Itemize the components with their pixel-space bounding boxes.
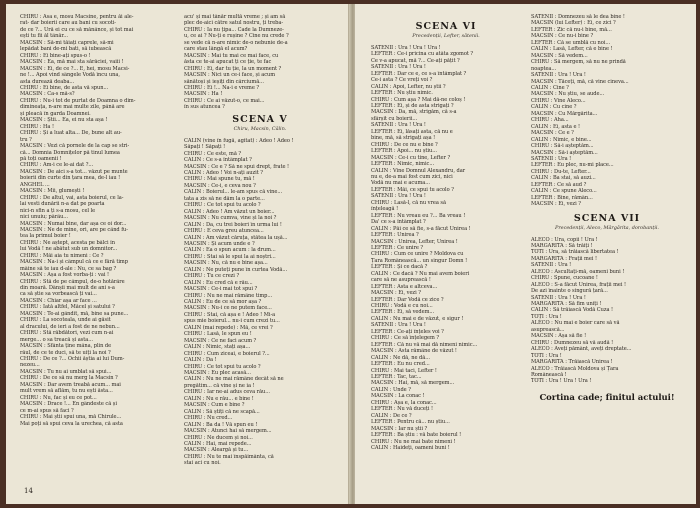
text-line: CĂLIN : Hai, mai repede...: [184, 441, 252, 447]
text-line: Ce v-a apucat, mă ?... Ce-ați pățit ?: [371, 57, 460, 64]
text-line: MACSIN : Nu cumva, vine și la noi ?: [184, 215, 277, 222]
text-line: SĂTENII : Domnezeu să le dea bine !: [531, 14, 625, 20]
text-line: MACSIN : Tu nu ai umblat să spui...: [20, 368, 112, 375]
text-line: LEFTER : Pentru că... nu știu...: [371, 419, 450, 426]
text-line: LEFTER : Nu vă duceți !: [371, 406, 434, 413]
text-line: CĂLIN : Cu cine ?: [531, 104, 577, 111]
text-line: SĂTENII : Ura ! Ura !: [371, 193, 426, 200]
text-line: SĂTENII : Ura !: [531, 155, 572, 162]
text-line: nezeu...: [20, 362, 40, 369]
text-line: lepădat bani de-mi bati, să iubească: [20, 46, 112, 53]
text-line: pă toți oamenii !: [20, 155, 62, 162]
text-line: CHIRU : De altul, vai, asta boierul, ce la-: [20, 194, 124, 201]
text-line: CĂLIN : Ba stai, să auzi...: [531, 175, 596, 182]
left-column-2-top: [184, 14, 336, 111]
text-line: stai aci cu noi.: [184, 460, 221, 467]
text-line: CHIRU : Nu te mai înspăimânta, că: [184, 453, 274, 460]
text-line: Săpați ! Săpați !: [184, 144, 226, 151]
text-line: rat- dar boierii care au bani cu socoti-: [20, 20, 116, 27]
text-line: MACSIN : Tăceți, mă, că vine cineva...: [531, 78, 629, 85]
text-line: dimineața, n-are mai multe zile, până are: [20, 104, 125, 111]
text-line: Mai poți să spui ceva la urechea, că asta: [20, 420, 123, 427]
text-line: CHIRU : Vodă e cu noi...: [371, 303, 433, 310]
text-line: CHIRU : Mai taci, Lefter !: [371, 367, 437, 374]
text-line: CĂLIN : Unde ?: [371, 386, 411, 393]
text-line: CHIRU : Ce este, mă ?: [184, 150, 242, 157]
text-line: CHIRU : Ia nu țipa... Cade la Dumneze-: [184, 26, 284, 33]
text-line: MACSIN : Mii, glumești !: [20, 188, 85, 195]
text-line: CHIRU : Ce să înțelegem ?: [371, 335, 440, 342]
text-line: MACSIN : Nu, că nu e bine așa...: [184, 260, 268, 267]
text-line: CĂLIN : Adeo ! Am văzut un boier...: [184, 208, 275, 215]
text-line: MACSIN : Ce e ?: [531, 130, 574, 137]
text-line: LEFTER : Nimic, nimic...: [371, 161, 435, 168]
text-line: boierii din curte din țara mea, de-l iau !: [20, 175, 121, 182]
text-line: acu' și mai tânăr multă vreme ; și am să: [184, 14, 286, 20]
text-line: MACSIN : Să-i așteptăm...: [531, 149, 598, 156]
text-line: ALECO : Aveți pământ, aveți dreptate...: [531, 346, 632, 353]
text-line: CHIRU : Ei !... Na-i e vreme ?: [184, 84, 260, 91]
text-line: CĂLIN : Da !: [184, 357, 217, 364]
page-number: 14: [24, 487, 33, 495]
text-line: LEFTER : Ei, lăsați asta, că nu e: [371, 128, 453, 135]
text-line: CHIRU : Ne aștept, acesta pe bâlci în: [20, 239, 115, 246]
text-line: nici unuiu; pârâu...: [20, 214, 69, 221]
text-line: lui Vodă ! ne abătut sub un domnitor...: [20, 246, 118, 253]
text-line: tru ?: [20, 136, 32, 143]
text-line: CĂLIN (mai repede) : Mă, ce vrei ?: [184, 324, 273, 331]
scene-6-title: SCENA VI: [415, 21, 477, 32]
text-line: MACSIN : Hai, mă, să mergem...: [371, 380, 455, 387]
text-line: MACSIN : Cu Mărgărita...: [531, 110, 598, 117]
text-line: CĂLIN : Nimic, stați așa...: [184, 344, 251, 351]
text-line: CHIRU : De ce să nu merg la Macsin ?: [20, 375, 118, 382]
text-line: CĂLIN : Boierul... le-am spus că vine...: [184, 189, 283, 196]
scene-7-text: [531, 237, 683, 385]
text-line: CĂLIN : Păi ce să fie, s-a făcut Unirea !: [371, 225, 471, 232]
text-line: LEFTER : Unirea ?: [371, 232, 419, 239]
text-line: CĂLIN : Cine ?: [531, 84, 569, 91]
text-line: CĂLIN : Eu cred că e rău...: [184, 279, 253, 286]
text-line: MACSIN : Ne de mine, ori, are pe când fu-: [20, 226, 128, 233]
text-line: TOTI : Ura ! Ura ! Ura !: [531, 378, 592, 385]
text-line: nu e, de-a mai fost cum zici, nici: [371, 173, 453, 180]
text-line: MACSIN : Știi... Ea, ei nu sta așa !: [20, 117, 108, 124]
text-line: asta durează deaba...: [20, 78, 75, 85]
text-line: asuprească...: [531, 326, 565, 333]
text-line: spus mie boierul... nu-i cum crezi tu...: [184, 318, 280, 325]
text-line: CHIRU : E ceva greu atuncea...: [184, 228, 264, 235]
text-line: MĂRGĂRITA : Să fim uniți !: [531, 301, 602, 308]
right-column-1: [371, 18, 521, 482]
text-line: CĂLIN : Să știți că ne scapă...: [184, 408, 260, 415]
text-line: CHIRU : Cum așa ? Mai dă-ne coloș !: [371, 96, 466, 103]
text-line: MACSIN : Da, mă, strigăm, că s-a: [371, 109, 457, 116]
text-line: plec de-aici către satul nostru, ți treba-: [184, 20, 284, 27]
text-line: LEFTER : Că se umblă cu noi...: [531, 39, 611, 46]
text-line: CHIRU : Ei, dar tu ție, la un moment ?: [184, 65, 282, 72]
text-line: CHIRU : Tu ce crezi ?: [184, 273, 240, 280]
left-page: [6, 4, 352, 504]
left-column-1: [20, 14, 172, 482]
text-line: CHIRU : Nu ne mai bate nimeni !: [371, 438, 456, 445]
text-line: MACSIN : Iar nu știi ?: [371, 425, 428, 432]
text-line: MACSIN : Ce nu-i bine ?: [531, 33, 594, 40]
text-line: LEFTER : Nu vreau eu ?... Ba vreau !: [371, 212, 466, 219]
text-line: LEFTER : Dar ce e, ce s-a întâmplat ?: [371, 70, 467, 77]
text-line: LEFTER : Asta e altceva...: [371, 283, 438, 290]
text-line: LEFTER : Eu plec, nu-mi place...: [531, 162, 614, 169]
text-line: MACSIN : Asta rămâne de văzut !: [371, 348, 457, 355]
text-line: CHIRU : Spune, cucoane !: [531, 275, 598, 282]
text-line: înțeleagă !: [371, 206, 399, 213]
right-column-2-top: [531, 14, 683, 208]
text-line: LEFTER : Ei, și de asta strigați ?: [371, 102, 454, 109]
text-line: MACSIN : Nu-i ce ne putem face...: [184, 305, 272, 312]
text-line: Țara Românească... un singur Domn !: [371, 257, 468, 264]
text-line: CHIRU : Măi aia tu nimeni : Ce ?: [20, 252, 104, 259]
text-line: care să ne asuprească !: [371, 277, 431, 284]
text-line: CHIRU : La socoteala, unde ai găsit: [20, 317, 111, 324]
text-line: ce m-ai spus să faci ?: [20, 407, 74, 414]
text-line: CHIRU : Vine Aleco...: [531, 97, 586, 104]
left-column-2-bottom: [184, 138, 336, 467]
book-spread: [6, 4, 696, 504]
text-line: care stau lângă el acum?: [184, 46, 248, 53]
text-line: CĂLIN : Adeo ! Voi n-ați auzit ?: [184, 169, 263, 176]
text-line: LEFTER : Ce să aud ?: [531, 181, 587, 188]
text-line: CHIRU : Așa e, la conac...: [371, 399, 437, 406]
text-line: LEFTER : Ba știu : vă bate boierul !: [371, 432, 462, 439]
text-line: CĂLIN : Da, cu trei boieri în urma lui !: [184, 221, 282, 228]
text-line: CHIRU : Nu-i tot de purtat de Doamna o dim-: [20, 97, 136, 104]
text-line: CHIRU : Lasă-l, că nu vrea să: [371, 199, 446, 206]
text-line: noaptea...: [531, 65, 557, 72]
text-line: Ce-i asta ? Ce vreți voi ?: [371, 77, 433, 84]
text-line: MACSIN : Nu știu, se aude...: [531, 91, 605, 98]
text-line: MACSIN : Dar avem treabă acum... mai: [20, 381, 121, 388]
text-line: MACSIN : Ce ne faci acum ?: [184, 337, 257, 344]
text-line: LEFTER : Că nu vă mai dă nimeni nimic...: [371, 341, 478, 348]
text-line: CHIRU : Cum ziceai, e boierul ?...: [184, 350, 270, 357]
text-line: CĂLIN : Haideți, oameni buni !: [371, 445, 450, 451]
text-line: CHIRU : De ce ?... Ochii ăștia ai lui Dum-: [20, 356, 125, 363]
text-line: CHIRU : Stai, că așa e ! Adeo ! Mi-a: [184, 311, 276, 318]
text-line: CHIRU : Ce tot spui tu acolo ?: [184, 363, 261, 370]
text-line: MACSIN : Ce-i mai tot spui ?: [184, 286, 258, 293]
text-line: de ce ?... Ură ei cu ce să mănânce, și tot mai: [20, 26, 134, 33]
left-column-2: [184, 14, 336, 482]
text-line: CHIRU : Nu ne mai rămâne timp...: [184, 292, 273, 299]
text-line: în sus atuncea ?: [184, 104, 225, 111]
curtain-line: Cortina cade; finitul actului!: [539, 392, 675, 403]
text-line: LEFTER : Măi, ce spui tu acolo ?: [371, 186, 454, 193]
right-column-2: [531, 14, 683, 482]
text-line: CĂLIN : Nimic, e bine...: [531, 136, 592, 143]
text-line: ALECO : Ura, copii ! Ura !: [531, 236, 598, 243]
text-line: CĂLIN : Ne puteți pune în curtea Vodă...: [184, 266, 288, 273]
text-line: TOTI : Ura !: [531, 352, 562, 359]
text-line: MĂRGĂRITA : Frații mei !: [531, 255, 597, 262]
text-line: MACSIN : Și acum unde e ?: [184, 240, 255, 247]
text-line: CĂLIN : Să trăiască Vodă Cuza !: [531, 307, 614, 314]
text-line: LEFTER : Zic că nu-i bine, mă...: [531, 26, 612, 33]
text-line: MACSIN : Ha !: [184, 91, 223, 98]
text-line: LEFTER : Ce unire ?: [371, 244, 424, 251]
text-line: MĂRGĂRITA : Trăiască Unirea !: [531, 359, 613, 366]
text-line: MACSIN : Na-i și câmpul că ce e fără timp: [20, 259, 128, 266]
text-line: MACSIN : Drace !... En gândeste că și: [20, 401, 117, 408]
text-line: CHIRU : Stă răbdători, vezi cum n-ai: [20, 330, 114, 337]
text-line: CHIRU : Stă de pe câmpul, de-o hotărâre: [20, 278, 125, 285]
text-line: LEFTER : Eu nu cred...: [371, 361, 430, 368]
text-line: sfârșit cu boierii...: [371, 115, 418, 122]
text-line: MACSIN : Să vedem...: [531, 52, 588, 59]
scene-5-subtitle: Chiru, Macsin, Călin.: [233, 126, 287, 133]
text-line: MACSIN : Sfânta ține mâna, plin de: [20, 343, 112, 350]
text-line: CHIRU : Mai spune tu, mă !: [184, 176, 255, 183]
text-line: CĂLIN : Ce spune Aleco...: [531, 188, 597, 195]
text-line: MACSIN (lui Lefter) : Ei, ce zici ?: [531, 20, 616, 27]
text-line: CĂLIN : Ne dă, ne dă...: [371, 354, 430, 361]
text-line: CHIRU : Ne ducem și noi...: [184, 434, 253, 441]
text-line: LEFTER : Ce-ați înțeles voi ?: [371, 328, 444, 335]
right-page: [355, 4, 696, 504]
text-line: MACSIN : Nici un ce-i face, și acum: [184, 72, 276, 79]
text-line: LEFTER : Și ce dacă ?: [371, 264, 428, 271]
text-line: SĂTENII : Ura ! Ura !: [371, 322, 426, 329]
text-line: MACSIN : Vezi că pornele de la cap se stri-: [20, 143, 130, 150]
text-line: merge... o sa treacă și asta...: [20, 336, 93, 343]
text-line: SĂTENII : Ura ! Ura ! Ura !: [371, 44, 441, 51]
text-line: din moară. Dânșii mai mult de ani s-a: [20, 285, 115, 292]
text-line: CĂLIN : Nu mai e de văzut, e sigur !: [371, 315, 464, 322]
text-line: bine, mă, să strigați așa !: [371, 135, 436, 142]
scene-7-subtitle: Precedenții, Aleco, Mărgărita, dorobanții.: [555, 225, 659, 232]
text-line: și pleacă în garda Doamnei.: [20, 110, 91, 117]
text-line: ALECO : S-a făcut Unirea, frații mei !: [531, 281, 627, 288]
text-line: SĂTENII : Ura ! Ura !: [531, 294, 586, 301]
text-line: CHIRU : Ei bine-ați spus-o !: [20, 52, 91, 59]
text-line: LEFTER : Apoi... nu știu...: [371, 148, 437, 155]
text-line: CHIRU : Să mergem, să nu ne prindă: [531, 59, 626, 66]
text-line: CĂLIN (vine în fugă, agitat) : Adeo ! Adeo !: [184, 137, 294, 144]
text-line: CHIRU : Ei bine, de asta vă spun...: [20, 84, 109, 91]
text-line: CHIRU : Mai știi spui una, mă Chirule...: [20, 414, 122, 421]
text-line: ești tu fii ăl tânăr...: [20, 33, 68, 40]
text-line: MACSIN : Numai bine, dar așa ce oi dor...: [20, 220, 127, 227]
text-line: MACSIN : Chiar așa ar face ...: [20, 297, 97, 304]
text-line: CHIRU : De ce nu e bine ?: [371, 141, 438, 148]
text-line: TOȚI : Ura !: [531, 313, 562, 320]
text-line: MACSIN : Ca-s mă-s?: [20, 91, 75, 98]
text-line: MACSIN : Să-mi tăiați caprele, să-mi: [20, 39, 114, 46]
text-line: că... Domnia Domnițelor pă tinul lumea: [20, 149, 120, 156]
text-line: MACSIN : Mai tu mai ce mai face, cu: [184, 52, 279, 59]
text-line: CHIRU : Ha !: [20, 123, 54, 130]
text-line: ALECO : Ascultați-mă, oameni buni !: [531, 268, 625, 275]
text-line: LEFTER : Ei, să vedem...: [371, 309, 435, 316]
text-line: mult vrem să aflăm, tu nu ești ăsta...: [20, 388, 113, 395]
text-line: CĂLIN : Ba da ! Vă spun eu !: [184, 421, 258, 428]
text-line: MACSIN : Cum e bine ?: [184, 402, 245, 409]
text-line: u, ce ai ? Nu-ți e rușine ? Cine nu crede ?: [184, 33, 289, 40]
text-line: SĂTENII : Ura ! Ura !: [371, 122, 426, 129]
text-line: MACSIN : Eu plec acasă...: [184, 370, 251, 377]
text-line: LEFTER : Dar Vodă ce zice ?: [371, 296, 444, 303]
text-line: ALECO : Nu mai e boier care să vă: [531, 320, 620, 327]
text-line: LEFTER : Nu știu nimic.: [371, 90, 433, 97]
text-line: MACSIN : La conac !: [371, 393, 425, 400]
text-line: CĂLIN : De ce ?: [371, 412, 412, 419]
text-line: ne !... Apoi vind sângele Vodă încu una,: [20, 72, 120, 79]
scene-7-title: SCENA VII: [573, 212, 641, 224]
text-line: MACSIN : Ei, vezi ?: [531, 201, 581, 208]
text-line: ANGHEL ...: [20, 181, 50, 188]
text-line: CHIRU : Lasă, le spun eu !: [184, 331, 252, 338]
text-line: tata a zis să ne dăm la o parte...: [184, 195, 265, 202]
text-line: Da' ce s-a întâmplat ?: [371, 219, 426, 226]
text-line: CHIRU : Iar ne-ai adus ceva rău...: [184, 389, 270, 396]
text-line: CĂLIN : Apoi, Lefter, nu știi ?: [371, 83, 446, 90]
text-line: CHIRU : Ce ai văzut-o, ce mai...: [184, 97, 265, 104]
text-line: MACSIN : Ei, de ce ?... E, hei, mosu Macsi-: [20, 65, 130, 72]
text-line: nici-n sfin a ți s-a mosu, cel le: [20, 207, 96, 214]
text-line: CĂLIN : Ce s-a întâmplat ?: [184, 157, 252, 164]
text-line: CĂLIN : Ce dacă ? Nu mai avem boieri: [371, 270, 470, 277]
scene-5-title: SCENA V: [232, 113, 288, 125]
scene-6-text: [371, 45, 521, 452]
text-line: Românească !: [531, 372, 567, 379]
text-line: CĂLIN : Nu ne mai rămâne decât să ne: [184, 376, 284, 383]
text-line: CĂLIN : Am văzut căruța, stătea la ușă...: [184, 234, 288, 241]
text-line: MACSIN : De aici s-a tot... văzut pe munte: [20, 168, 128, 175]
text-line: LEFTER : Bine, rămân...: [531, 194, 593, 201]
text-line: CĂLIN : Eu de ce să mor așa ?: [184, 299, 262, 306]
text-line: ALECO : Trăiască Moldova și Țara: [531, 365, 619, 372]
text-line: LEFTER : Tac, tac...: [371, 374, 422, 381]
text-line: CĂLIN : Vine Domnul Alexandru, dar: [371, 167, 466, 174]
text-line: lai vesti dunării n-a dat pe poarta: [20, 201, 105, 208]
text-line: SĂTENII : Ura !: [531, 262, 572, 269]
text-line: SĂTENII : Ura ! Ura !: [531, 72, 586, 79]
text-line: MACSIN : Te-ai gândit, mă, bine sa pune...: [20, 310, 129, 317]
text-line: CHIRU : Ce tot spui tu acolo ?: [184, 202, 261, 209]
text-line: CHIRU : Am-i ce le-ai dat ?...: [20, 162, 94, 169]
text-line: MACSIN : Ce-i, e ceva nou ?: [184, 182, 256, 189]
text-line: TOTI : Ura, să trăiască libertatea !: [531, 249, 619, 256]
text-line: MĂRGĂRITA : Să trăiți !: [531, 242, 593, 249]
text-line: CHIRU : Asa e, mosu Macsine, pentru ăi ale-: [20, 14, 134, 20]
text-line: Vodă nu mai e acuma...: [371, 180, 430, 187]
text-line: MACSIN : Ea, mă mai sta sărăciei, vaiii !: [20, 59, 124, 66]
text-line: CHIRU : Nu cred...: [184, 415, 233, 422]
text-line: MACSIN : Ce e ? Să ne spui drept, frate !: [184, 163, 289, 170]
text-line: ăsta ce te-ai apucat ți ce ție, te fac: [184, 59, 272, 66]
text-line: CĂLIN : Nu e rău... e bine !: [184, 395, 254, 402]
text-line: sănătoși și ieșiți din cârciumă...: [184, 78, 264, 85]
text-line: CHIRU : Aha...: [531, 117, 569, 124]
text-line: MACSIN : Așa să fie !: [531, 333, 587, 340]
text-line: CHIRU : Du-te, Lefter...: [531, 168, 591, 175]
text-line: CHIRU : Dumnezeu să vă audă !: [531, 339, 614, 346]
text-line: MACSIN : Așa a fost vorba-ți : vai !: [20, 272, 109, 279]
text-line: LEFTER : Ce-i pricina cu atâta zgomot ?: [371, 51, 474, 58]
text-line: CĂLIN : Ea o spun acum : la drum...: [184, 247, 276, 254]
text-line: CĂLIN : Ei, asta e !: [531, 123, 581, 130]
text-line: MACSIN : Atunci hai să mergem...: [184, 428, 272, 435]
text-line: CHIRU : Nu, fac și eu ce pot...: [20, 394, 97, 401]
scene-6-subtitle: Precedenții, Lefter, sătenii.: [412, 33, 480, 40]
text-line: CHIRU : Iată altfel, Măcel și satului ?: [20, 304, 115, 311]
text-line: ca să știe sa vorbească ți vai...: [20, 291, 97, 298]
text-line: MACSIN : Unirea, Lefter, Unirea !: [371, 238, 458, 245]
text-line: MACSIN : Aleargă și tu...: [184, 447, 249, 454]
text-line: CĂLIN : Lasă, Lefter, că e bine !: [531, 46, 613, 53]
text-line: CHIRU : Și a luat alta... De, bune alt au-: [20, 130, 122, 137]
text-line: CHIRU : Cum ce unire ? Moldova cu: [371, 251, 464, 258]
text-line: CHIRU : Să-i așteptăm...: [531, 143, 594, 150]
text-line: mâine să te iau d-ale : Nu, ce sa bag ?: [20, 265, 117, 272]
text-line: răul, de ce te duci, să te uiți la noi ?: [20, 349, 111, 356]
text-line: SĂTENII : Ura ! Ura !: [371, 64, 426, 71]
text-line: tea la primul boier !: [20, 233, 71, 240]
text-line: pregătim... că vine și ne ia !: [184, 382, 255, 389]
text-line: MACSIN : Ce-i cu tine, Lefter ?: [371, 154, 451, 161]
text-line: CHIRU : Stai să le spui la ai noștri...: [184, 253, 276, 260]
text-line: al dracului, de ieri a fost de ne nebun...: [20, 323, 120, 330]
text-line: se vede că n-are nimic de-o nebunie de-a: [184, 39, 288, 46]
text-line: De azi înainte o singură țară...: [531, 288, 608, 295]
text-line: MACSIN : Ei, vezi ?: [371, 290, 421, 297]
